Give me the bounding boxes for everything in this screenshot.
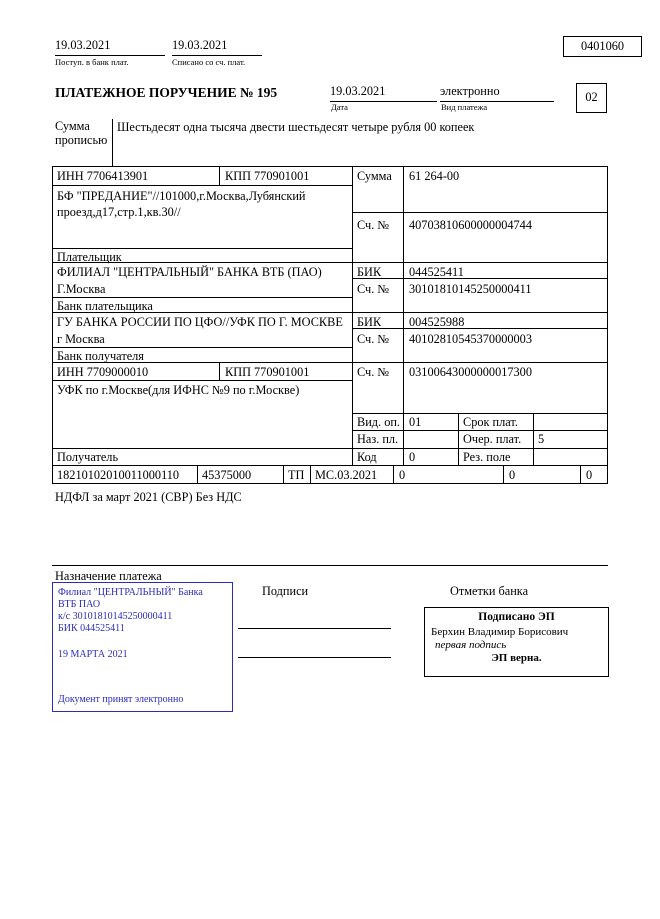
signatures-header: Подписи — [262, 584, 309, 598]
payer-account-label: Сч. № — [357, 218, 390, 232]
grid-line — [310, 465, 311, 483]
esignature-type: первая подпись — [435, 639, 507, 651]
grid-line — [352, 413, 608, 414]
tax-field-period: МС.03.2021 — [315, 468, 378, 482]
grid-line — [112, 119, 113, 166]
grid-line — [352, 278, 608, 279]
payer-bank-section-label: Банк плательщика — [57, 299, 153, 313]
status-code-box: 02 — [576, 83, 607, 113]
grid-line — [52, 297, 353, 298]
grid-line — [352, 430, 608, 431]
debited-date-label: Списано со сч. плат. — [172, 57, 246, 67]
payment-purpose-code-label: Наз. пл. — [357, 432, 399, 446]
grid-line — [533, 413, 534, 465]
payment-purpose-text: НДФЛ за март 2021 (СВР) Без НДС — [55, 490, 242, 504]
esignature-stamp — [424, 607, 609, 677]
grid-line — [403, 166, 404, 465]
amount-words-label-line2: прописью — [55, 133, 108, 147]
beneficiary-name: УФК по г.Москве(для ИФНС №9 по г.Москве) — [57, 383, 300, 397]
grid-line — [352, 212, 608, 213]
document-date-label: Дата — [331, 102, 348, 112]
grid-line — [607, 166, 608, 483]
esignature-signer-name: Берхин Владимир Борисович — [431, 626, 569, 638]
document-date: 19.03.2021 — [330, 84, 437, 102]
beneficiary-kpp: КПП 770901001 — [225, 365, 310, 379]
reserve-field-label: Рез. поле — [463, 450, 511, 464]
payment-kind-label: Вид платежа — [441, 102, 488, 112]
priority-label: Очер. плат. — [463, 432, 522, 446]
bank-stamp-accepted: Документ принят электронно — [58, 694, 184, 705]
beneficiary-account: 03100643000000017300 — [409, 365, 532, 379]
amount-in-words: Шестьдесят одна тысяча двести шестьдесят четыре рубля 00 копеек — [117, 120, 475, 134]
received-date-label: Поступ. в банк плат. — [55, 57, 129, 67]
payer-section-label: Плательщик — [57, 250, 122, 264]
grid-line — [352, 328, 608, 329]
payer-account: 40703810600000004744 — [409, 218, 532, 232]
bank-stamp-line: БИК 044525411 — [58, 623, 125, 634]
grid-line — [219, 362, 220, 380]
grid-line — [458, 413, 459, 465]
grid-line — [52, 166, 53, 483]
payer-name-line1: БФ "ПРЕДАНИЕ"//101000,г.Москва,Лубянский — [57, 189, 306, 203]
tax-field-110: 0 — [586, 468, 593, 482]
grid-line — [52, 380, 353, 381]
grid-line — [52, 565, 608, 566]
beneficiary-bank-account: 40102810545370000003 — [409, 332, 532, 346]
tax-field-kbk: 18210102010011000110 — [57, 468, 180, 482]
operation-type-label: Вид. оп. — [357, 415, 400, 429]
grid-line — [52, 185, 353, 186]
sum-value: 61 264-00 — [409, 169, 460, 183]
bank-stamp — [52, 582, 233, 712]
bank-marks-header: Отметки банка — [450, 584, 529, 598]
operation-type: 01 — [409, 415, 422, 429]
grid-line — [52, 248, 353, 249]
signature-line — [238, 657, 391, 658]
payer-name-line2: проезд,д17,стр.1,кв.30// — [57, 205, 181, 219]
payer-bank-account-label: Сч. № — [357, 282, 390, 296]
payer-kpp: КПП 770901001 — [225, 169, 310, 183]
document-title: ПЛАТЕЖНОЕ ПОРУЧЕНИЕ № 195 — [55, 85, 278, 100]
grid-line — [52, 448, 608, 449]
grid-line — [503, 465, 504, 483]
debited-date: 19.03.2021 — [172, 38, 262, 56]
amount-words-label-line1: Сумма — [55, 119, 90, 133]
code-value: 0 — [409, 450, 416, 464]
beneficiary-bank-account-label: Сч. № — [357, 332, 390, 346]
bank-stamp-line: Филиал "ЦЕНТРАЛЬНЫЙ" Банка — [58, 587, 203, 598]
grid-line — [52, 347, 353, 348]
grid-line — [393, 465, 394, 483]
beneficiary-bank-name-line2: г Москва — [57, 332, 105, 346]
priority-value: 5 — [538, 432, 545, 446]
payer-bank-bik: 044525411 — [409, 265, 464, 279]
grid-line — [52, 465, 608, 466]
payer-bank-name-line2: Г.Москва — [57, 282, 106, 296]
code-label: Код — [357, 450, 377, 464]
signature-line — [238, 628, 391, 629]
tax-field-basis: ТП — [288, 468, 305, 482]
grid-line — [580, 465, 581, 483]
payer-bank-bik-label: БИК — [357, 265, 382, 279]
grid-line — [219, 166, 220, 185]
grid-line — [52, 166, 608, 167]
grid-line — [52, 483, 608, 484]
payment-due-label: Срок плат. — [463, 415, 518, 429]
beneficiary-bank-name-line1: ГУ БАНКА РОССИИ ПО ЦФО//УФК ПО Г. МОСКВЕ — [57, 315, 343, 329]
payer-bank-account: 30101810145250000411 — [409, 282, 532, 296]
payer-inn: ИНН 7706413901 — [57, 169, 149, 183]
beneficiary-bank-section-label: Банк получателя — [57, 349, 144, 363]
payment-purpose-label: Назначение платежа — [55, 569, 162, 583]
grid-line — [283, 465, 284, 483]
bank-stamp-date: 19 МАРТА 2021 — [58, 649, 128, 660]
bank-stamp-line: к/с 30101810145250000411 — [58, 611, 173, 622]
bank-stamp-line: ВТБ ПАО — [58, 599, 101, 610]
esignature-title: Подписано ЭП — [478, 611, 555, 623]
beneficiary-bank-bik-label: БИК — [357, 315, 382, 329]
beneficiary-section-label: Получатель — [57, 450, 119, 464]
tax-field-109: 0 — [509, 468, 516, 482]
payer-bank-name-line1: ФИЛИАЛ "ЦЕНТРАЛЬНЫЙ" БАНКА ВТБ (ПАО) — [57, 265, 322, 279]
received-date: 19.03.2021 — [55, 38, 165, 56]
tax-field-oktmo: 45375000 — [202, 468, 252, 482]
tax-field-108: 0 — [399, 468, 406, 482]
beneficiary-bank-bik: 004525988 — [409, 315, 465, 329]
beneficiary-inn: ИНН 7709000010 — [57, 365, 149, 379]
esignature-verified: ЭП верна. — [491, 652, 542, 664]
payment-kind: электронно — [440, 84, 554, 102]
grid-line — [352, 166, 353, 465]
form-code-box: 0401060 — [563, 36, 642, 57]
sum-label: Сумма — [357, 169, 392, 183]
grid-line — [52, 262, 608, 263]
grid-line — [197, 465, 198, 483]
beneficiary-account-label: Сч. № — [357, 365, 390, 379]
